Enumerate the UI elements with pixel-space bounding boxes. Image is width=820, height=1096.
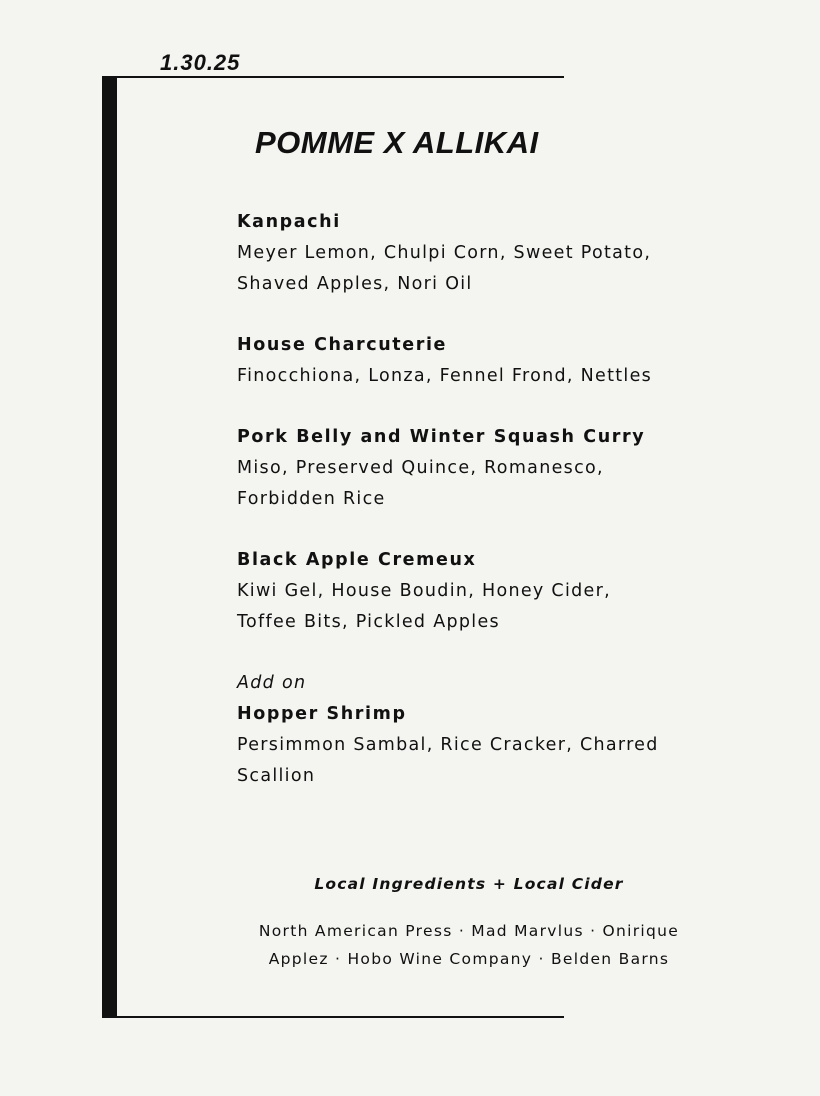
course-description: Kiwi Gel, House Boudin, Honey Cider, <box>237 581 611 601</box>
course-name: Kanpachi <box>237 212 341 232</box>
course-description: Scallion <box>237 766 316 786</box>
course-description: Shaved Apples, Nori Oil <box>237 274 473 294</box>
frame-bottom-rule <box>102 1016 564 1018</box>
partner-list <box>0 917 820 973</box>
course-pork-belly <box>237 422 757 515</box>
course-black-apple-cremeux <box>237 545 757 638</box>
partner-line: Applez · Hobo Wine Company · Belden Barns <box>268 950 670 968</box>
course-description: Toffee Bits, Pickled Apples <box>237 612 500 632</box>
course-addon <box>237 668 757 792</box>
course-house-charcuterie <box>237 330 757 392</box>
course-description: Miso, Preserved Quince, Romanesco, <box>237 458 604 478</box>
course-name: Black Apple Cremeux <box>237 550 477 570</box>
course-description: Forbidden Rice <box>237 489 386 509</box>
course-name: House Charcuterie <box>237 335 448 355</box>
menu-title: POMME X ALLIKAI <box>255 125 539 160</box>
course-name: Pork Belly and Winter Squash Curry <box>237 427 646 447</box>
course-description: Meyer Lemon, Chulpi Corn, Sweet Potato, <box>237 243 652 263</box>
menu-date: 1.30.25 <box>160 50 241 75</box>
menu-courses <box>237 207 757 822</box>
partner-line: North American Press · Mad Marvlus · Onirique <box>258 922 680 940</box>
course-kanpachi <box>237 207 757 300</box>
tagline: Local Ingredients + Local Cider <box>314 875 624 893</box>
course-name: Hopper Shrimp <box>237 704 407 724</box>
frame-top-rule <box>102 76 564 78</box>
course-description: Persimmon Sambal, Rice Cracker, Charred <box>237 735 659 755</box>
course-description: Finocchiona, Lonza, Fennel Frond, Nettles <box>237 366 653 386</box>
addon-label: Add on <box>237 673 307 693</box>
